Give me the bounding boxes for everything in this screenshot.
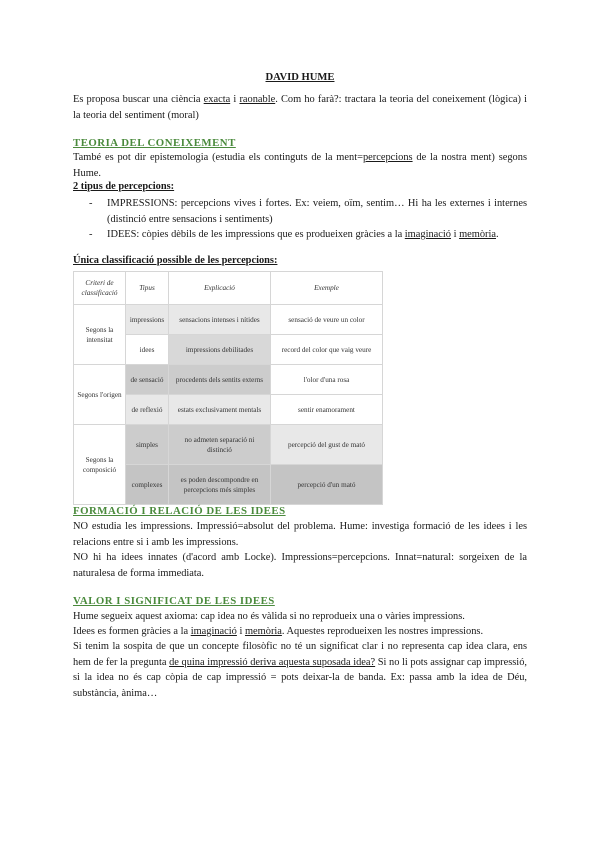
page-title: DAVID HUME [265, 72, 335, 83]
bullet-impressions [89, 196, 527, 227]
valor-p3-text-a: Si tenim la sospita de que un concepte filosòfic no té un significat clar i no representa cap idea clara, ens hem de fer la pregunta [73, 641, 527, 668]
table-row [74, 425, 383, 465]
explanation-cell: es poden descompondre en percepcions més simples [169, 465, 271, 505]
bullet-idees-text-c: . [496, 229, 499, 240]
table-heading: Única classificació possible de les percepcions: [73, 255, 278, 266]
example-cell: record del color que vaig veure [271, 335, 383, 365]
type-cell: de sensació [126, 365, 169, 395]
valor-line-2-text-b: i [236, 626, 245, 637]
explanation-cell: impressions debilitades [169, 335, 271, 365]
intro-text-1: Es proposa buscar una ciència [73, 94, 204, 105]
criterion-cell: Segons la composició [74, 425, 126, 505]
heading-teoria-coneixement: TEORIA DEL CONEIXEMENT [73, 137, 236, 149]
bullet-dash: - [89, 198, 93, 209]
criterion-cell: Segons la intensitat [74, 305, 126, 365]
intro-text-3: . Com ho farà?: tractara la teoria del coneixement (lògica) i la teoria del sentiment (moral) [73, 94, 527, 121]
epistemologia-text-a: També es pot dir epistemologia (estudia els continguts de la ment= [73, 152, 363, 163]
epistemologia-text-b: de la nostra ment) segons Hume. [73, 152, 527, 179]
valor-line-2-text-a: Idees es formen gràcies a la [73, 626, 191, 637]
example-cell: percepció d'un mató [271, 465, 383, 505]
valor-underline-imaginacio: imaginació [190, 626, 237, 637]
valor-paragraph-3 [73, 639, 527, 701]
bullet-idees-underline-1: imaginació [404, 229, 451, 240]
bullet-idees [89, 227, 527, 243]
valor-line-2 [73, 624, 527, 640]
example-cell: percepció del gust de mató [271, 425, 383, 465]
type-cell: complexes [126, 465, 169, 505]
explanation-cell: no admeten separació ni distinció [169, 425, 271, 465]
valor-line-2-text-c: . Aquestes reprodueixen les nostres impressions. [281, 626, 484, 637]
explanation-cell: estats exclusivament mentals [169, 395, 271, 425]
classification-table [73, 271, 383, 505]
bullet-impressions-text: IMPRESSIONS: percepcions vives i fortes. Ex: veiem, oïm, sentim… Hi ha les externes i internes (distinció entre sensacions i sentiments) [107, 198, 527, 225]
table-row [74, 305, 383, 335]
type-cell: de reflexió [126, 395, 169, 425]
example-cell: l'olor d'una rosa [271, 365, 383, 395]
bullet-idees-underline-2: memòria [459, 229, 496, 240]
valor-underline-memoria: memòria [244, 626, 282, 637]
type-cell: impressions [126, 305, 169, 335]
formacio-paragraph-2: NO hi ha idees innates (d'acord amb Locke). Impressions=percepcions. Innat=natural: sorgeixen de la naturalesa de forma immediata. [73, 552, 527, 579]
intro-text-2: i [230, 94, 240, 105]
heading-formacio-idees: FORMACIÓ I RELACIÓ DE LES IDEES [73, 505, 286, 517]
heading-valor-significat: VALOR I SIGNIFICAT DE LES IDEES [73, 595, 275, 607]
valor-p3-text-b: Si no li pots assignar cap impressió, si la idea no és cap còpia de cap impressió = pots deixar-la de banda. Ex: passa amb la idea de Déu, substància, ànima… [73, 656, 527, 699]
bullet-dash: - [89, 229, 93, 240]
explanation-cell: procedents dels sentits externs [169, 365, 271, 395]
type-cell: simples [126, 425, 169, 465]
table-header-row [74, 272, 383, 305]
criterion-cell: Segons l'origen [74, 365, 126, 425]
epistemologia-paragraph [73, 150, 527, 181]
types-heading: 2 tipus de percepcions: [73, 181, 175, 192]
type-cell: idees [126, 335, 169, 365]
table-header-cell: Exemple [271, 272, 383, 305]
example-cell: sensació de veure un color [271, 305, 383, 335]
table-row [74, 365, 383, 395]
example-cell: sentir enamorament [271, 395, 383, 425]
bullet-idees-text-b: i [450, 229, 460, 240]
table-header-cell: Criteri de classificació [74, 272, 126, 305]
intro-underline-exacta: exacta [203, 94, 231, 105]
valor-p3-underline: de quina impressió deriva aquesta suposada idea? [169, 656, 376, 668]
explanation-cell: sensacions intenses i nítides [169, 305, 271, 335]
bullet-idees-text [93, 227, 527, 243]
formacio-paragraph-1: NO estudia les impressions. Impressió=absolut del problema. Hume: investiga formació de les idees i les relacions entre si i amb les impressions. [73, 521, 527, 548]
table-header-cell: Explicació [169, 272, 271, 305]
valor-line-1: Hume segueix aquest axioma: cap idea no és vàlida si no reprodueix una o vàries impressions. [73, 611, 465, 622]
bullet-idees-text-a: IDEES: còpies dèbils de les impressions que es produeixen gràcies a la [107, 229, 405, 240]
intro-underline-raonable: raonable [239, 94, 276, 105]
table-header-cell: Tipus [126, 272, 169, 305]
epistemologia-underline: percepcions [362, 152, 413, 163]
intro-paragraph [73, 92, 527, 123]
